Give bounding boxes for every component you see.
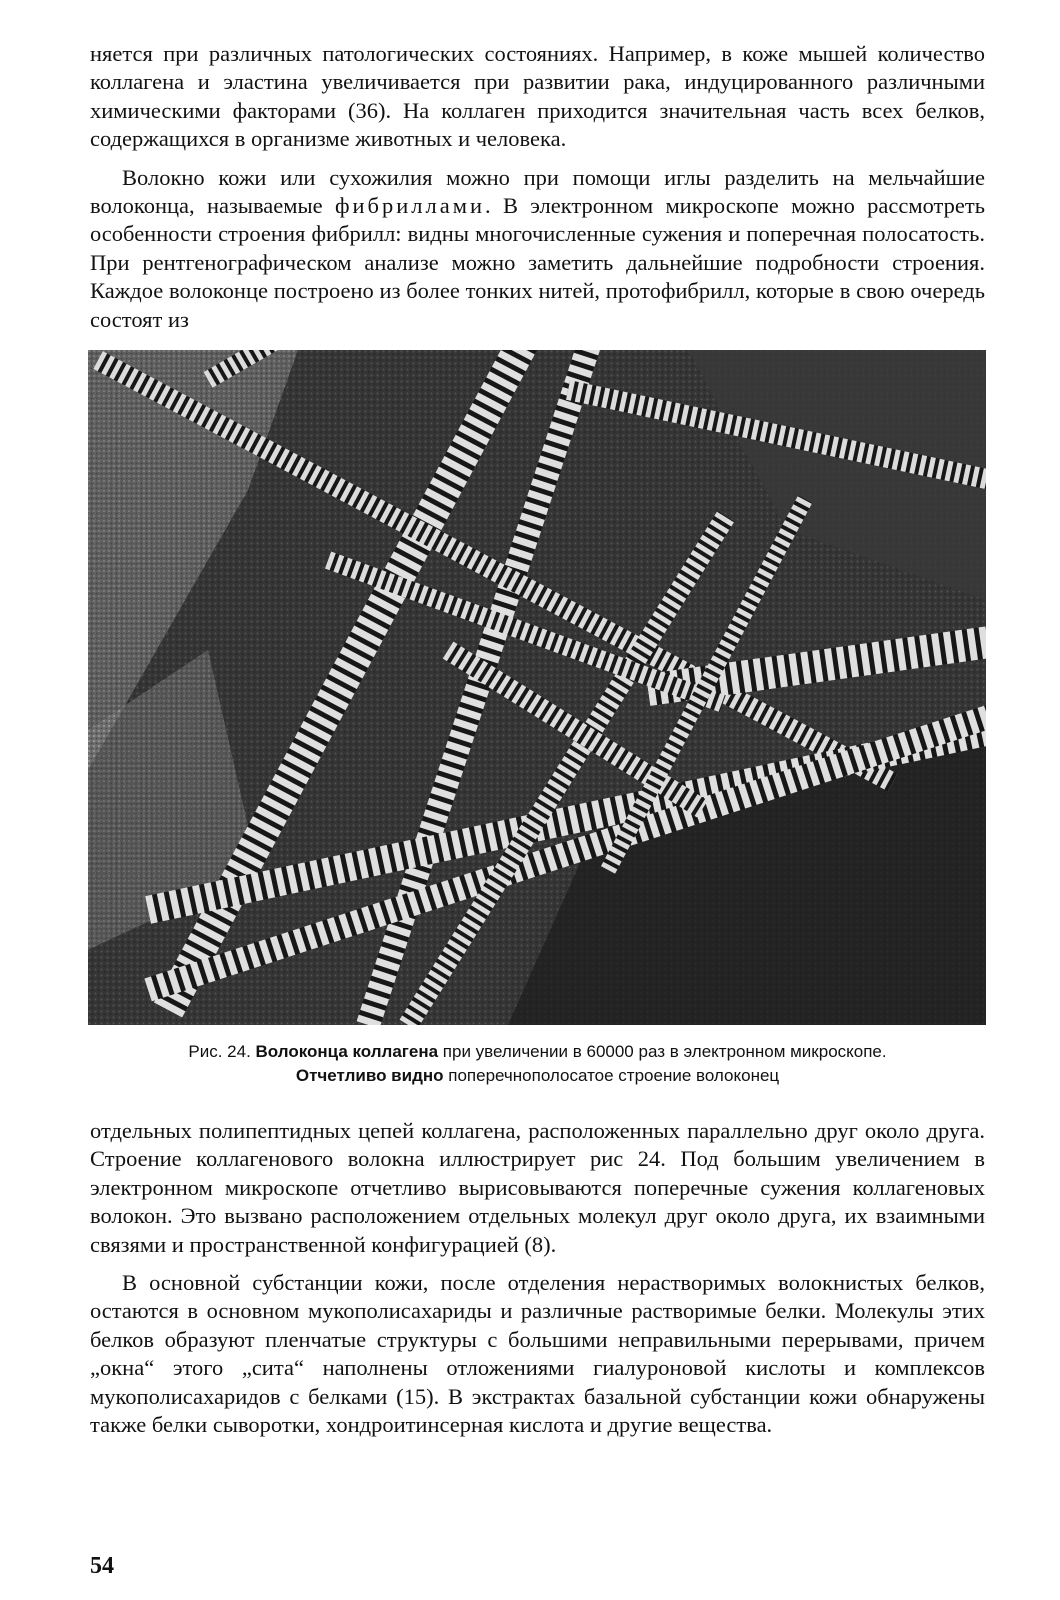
paragraph-ground-substance: В основной субстанции кожи, после отделения нерастворимых волокнистых белков, остаются в основном мукополисахариды и различные растворимые белки. Молекулы этих белков образуют пленчатые структуры с большими неправильными перерывами, причем „окна“ этого „сита“ наполнены отложениями гиалуроновой кислоты и комплексов мукополисахаридов с белками (15). В экстрактах базальной субстанции кожи обнаружены также белки сыворотки, хондроитинсерная кислота и другие вещества. bbox=[90, 1270, 985, 1438]
caption-label: Рис. 24. bbox=[188, 1042, 251, 1061]
paragraph-fibrils-end: . В электронном микроскопе можно рассмотреть особенности строения фибрилл: видны многочисленные сужения и поперечная полосатость. При рентгенографическом анализе можно заметить дальнейшие подробности строения. Каждое волоконце построено из более тонких нитей, протофибрилл, которые в свою очередь состоят из bbox=[90, 193, 985, 332]
bottom-text-block bbox=[90, 1117, 985, 1439]
paragraph-continuation: няется при различных патологических состояниях. Например, в коже мышей количество коллагена и эластина увеличивается при развитии рака, индуцированного различными химическими факторами (36). На коллаген приходится значительная часть всех белков, содержащихся в организме животных и человека. bbox=[90, 41, 985, 152]
caption-rest-2: поперечнополосатое строение волоконец bbox=[448, 1066, 780, 1085]
paragraph-polypeptide: отдельных полипептидных цепей коллагена, расположенных параллельно друг около друга. Строение коллагенового волокна иллюстрирует рис 24. Под большим увеличением в электронном микроскопе отчетливо вырисовываются поперечные сужения коллагеновых волокон. Это вызвано расположением отдельных молекул друг около друга, их взаимными связями и пространственной конфигурацией (8). bbox=[90, 1118, 985, 1257]
micrograph-figure bbox=[88, 350, 986, 1025]
caption-bold-2: Отчетливо видно bbox=[295, 1066, 444, 1085]
figure-caption bbox=[90, 1040, 985, 1088]
caption-bold-1: Волоконца коллагена bbox=[255, 1042, 439, 1061]
term-fibrils: фибриллами bbox=[334, 193, 486, 219]
caption-line-2 bbox=[90, 1064, 985, 1088]
top-text-block bbox=[90, 40, 985, 334]
page-number: 54 bbox=[90, 1553, 114, 1579]
collagen-fibrils-micrograph bbox=[88, 350, 986, 1025]
caption-line-1 bbox=[90, 1040, 985, 1064]
paragraph-fibrils bbox=[90, 164, 985, 334]
caption-rest-1: при увеличении в 60000 раз в электронном микроскопе. bbox=[442, 1042, 887, 1061]
paragraph-fibrils-start: Волокно кожи или сухожилия можно при помощи иглы разделить на мельчайшие волоконца, называемые bbox=[90, 164, 985, 219]
